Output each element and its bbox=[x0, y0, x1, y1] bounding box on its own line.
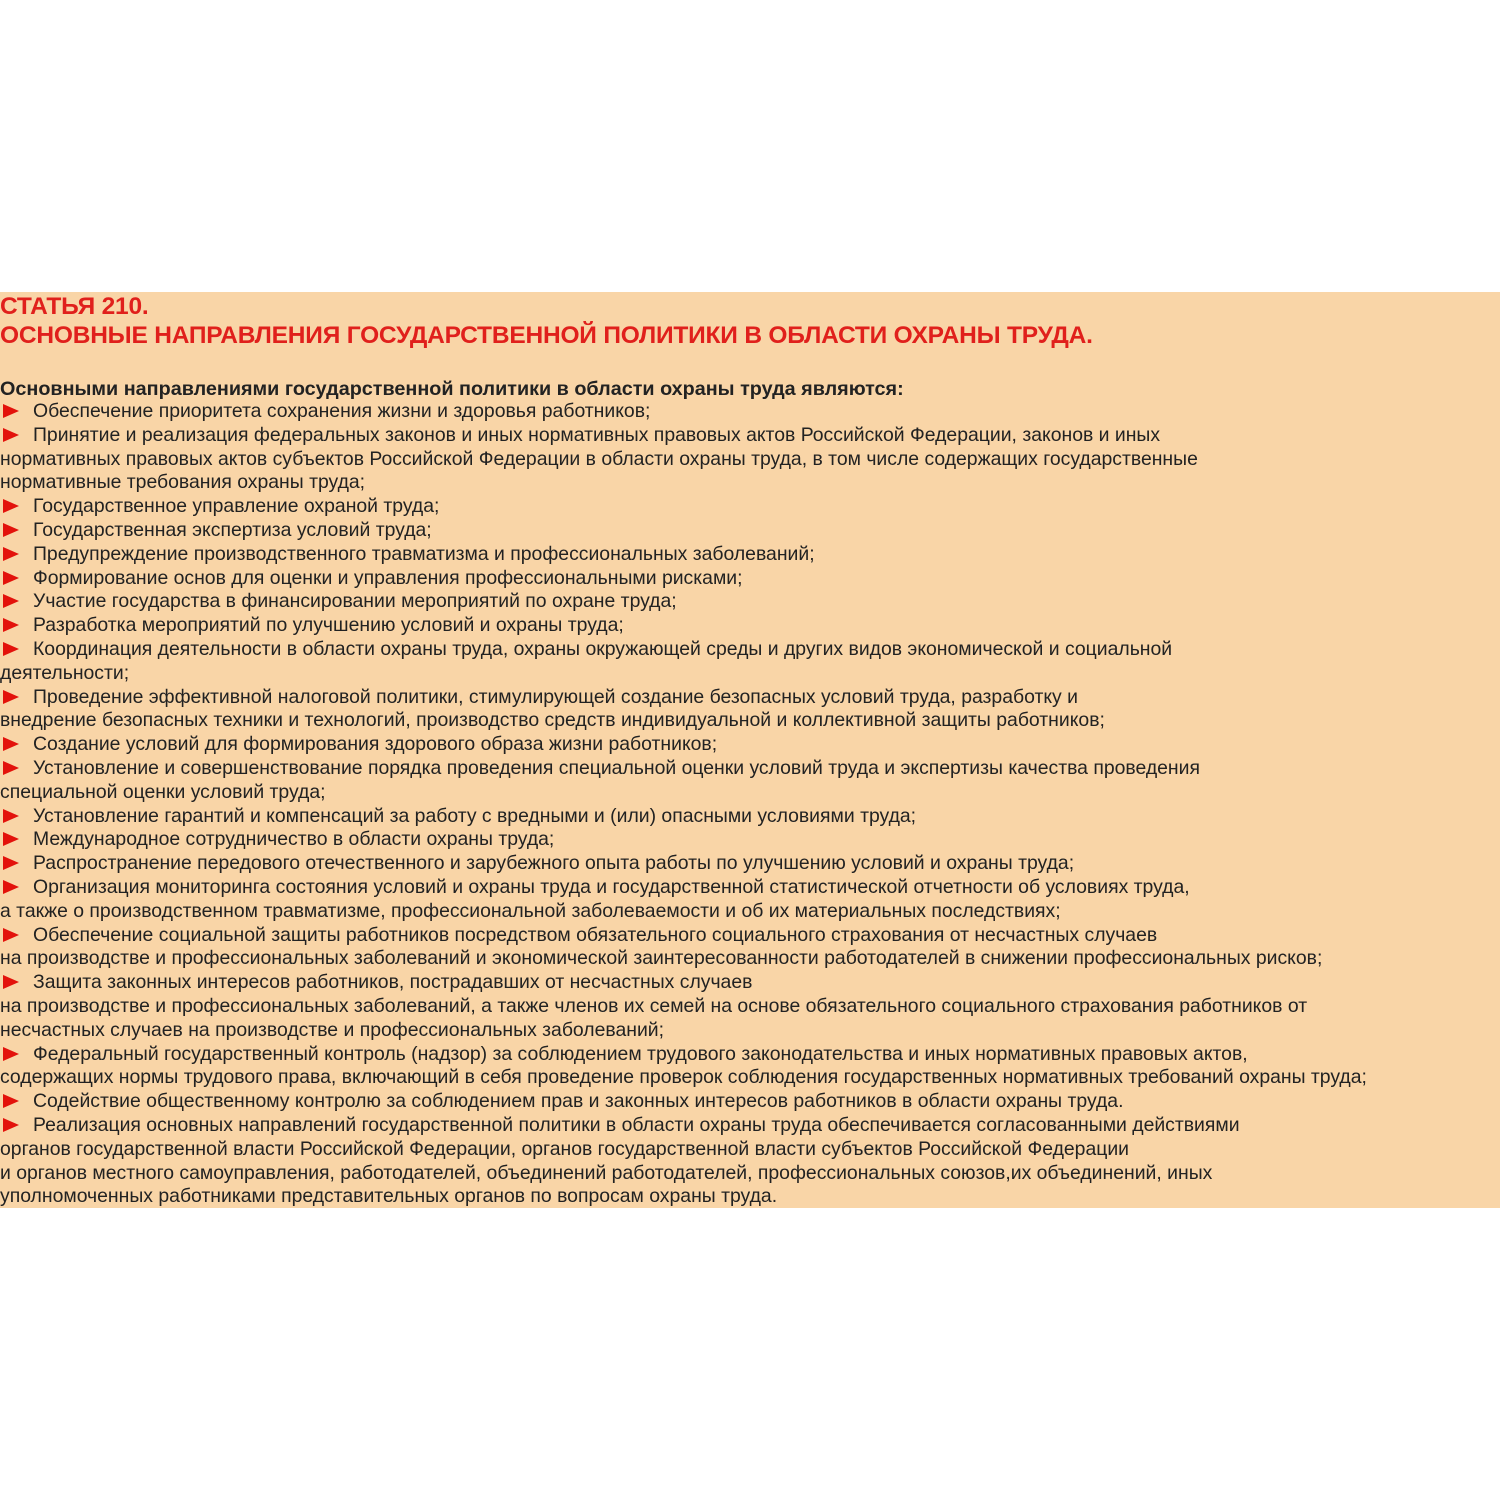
list-item-text: Государственное управление охраной труда; bbox=[33, 495, 440, 518]
list-item bbox=[0, 400, 1500, 424]
red-triangle-bullet-icon bbox=[3, 880, 19, 894]
list-item-text: Государственная экспертиза условий труда; bbox=[33, 518, 432, 541]
list-item bbox=[0, 519, 1500, 543]
red-triangle-bullet-icon bbox=[3, 856, 19, 870]
directions-list bbox=[0, 400, 1500, 1208]
list-item-text: уполномоченных работниками представительных органов по вопросам охраны труда. bbox=[0, 1185, 778, 1208]
list-item bbox=[0, 543, 1500, 567]
list-item bbox=[0, 567, 1500, 591]
list-item-text: Международное сотрудничество в области охраны труда; bbox=[33, 828, 555, 851]
list-item-text: Формирование основ для оценки и управления профессиональными рисками; bbox=[33, 566, 743, 589]
list-item bbox=[0, 1090, 1500, 1114]
list-item-text: Участие государства в финансировании мероприятий по охране труда; bbox=[33, 590, 677, 613]
red-triangle-bullet-icon bbox=[3, 571, 19, 585]
list-item-text: на производстве и профессиональных заболеваний и экономической заинтересованности работодателей в снижении профессиональных рисков; bbox=[0, 947, 1323, 970]
list-item-text: Распространение передового отечественного и зарубежного опыта работы по улучшению условий и охраны труда; bbox=[33, 852, 1075, 875]
red-triangle-bullet-icon bbox=[3, 642, 19, 656]
list-item-text: Установление гарантий и компенсаций за работу с вредными и (или) опасными условиями труда; bbox=[33, 804, 917, 827]
list-item bbox=[0, 733, 1500, 757]
list-item bbox=[0, 924, 1500, 972]
list-item-text: Обеспечение социальной защиты работников посредством обязательного социального страхования от несчастных случаев bbox=[33, 923, 1158, 946]
article-poster bbox=[0, 292, 1500, 1208]
list-item bbox=[0, 686, 1500, 734]
red-triangle-bullet-icon bbox=[3, 737, 19, 751]
list-item-text: органов государственной власти Российской Федерации, органов государственной власти субъектов Российской Федерации bbox=[0, 1137, 1129, 1160]
list-item-text: Принятие и реализация федеральных законов и иных нормативных правовых актов Российской Федерации, законов и иных bbox=[33, 423, 1161, 446]
red-triangle-bullet-icon bbox=[3, 547, 19, 561]
red-triangle-bullet-icon bbox=[3, 523, 19, 537]
red-triangle-bullet-icon bbox=[3, 618, 19, 632]
red-triangle-bullet-icon bbox=[3, 690, 19, 704]
red-triangle-bullet-icon bbox=[3, 975, 19, 989]
red-triangle-bullet-icon bbox=[3, 404, 19, 418]
red-triangle-bullet-icon bbox=[3, 761, 19, 775]
list-item bbox=[0, 1114, 1500, 1208]
list-item-text: содержащих нормы трудового права, включающий в себя проведение проверок соблюдения государственных нормативных требований охраны труда; bbox=[0, 1066, 1367, 1089]
list-item-text: Реализация основных направлений государственной политики в области охраны труда обеспечивается согласованными действиями bbox=[33, 1113, 1240, 1136]
list-item-text: Защита законных интересов работников, пострадавших от несчастных случаев bbox=[33, 971, 753, 994]
list-item bbox=[0, 757, 1500, 805]
list-item bbox=[0, 424, 1500, 495]
red-triangle-bullet-icon bbox=[3, 1118, 19, 1132]
list-item bbox=[0, 805, 1500, 829]
list-item-text: Организация мониторинга состояния условий и охраны труда и государственной статистической отчетности об условиях труда, bbox=[33, 875, 1190, 898]
list-item-text: Федеральный государственный контроль (надзор) за соблюдением трудового законодательства и иных нормативных правовых актов, bbox=[33, 1042, 1248, 1065]
list-item bbox=[0, 614, 1500, 638]
list-item-text: Проведение эффективной налоговой политики, стимулирующей создание безопасных условий труда, разработку и bbox=[33, 685, 1078, 708]
list-item-text: на производстве и профессиональных заболеваний, а также членов их семей на основе обязательного социального страхования работников от bbox=[0, 994, 1308, 1017]
list-item bbox=[0, 971, 1500, 1042]
red-triangle-bullet-icon bbox=[3, 832, 19, 846]
red-triangle-bullet-icon bbox=[3, 594, 19, 608]
red-triangle-bullet-icon bbox=[3, 1047, 19, 1061]
list-item bbox=[0, 852, 1500, 876]
list-item bbox=[0, 495, 1500, 519]
list-item-text: внедрение безопасных техники и технологий, производство средств индивидуальной и коллективной защиты работников; bbox=[0, 709, 1105, 732]
article-heading: ОСНОВНЫЕ НАПРАВЛЕНИЯ ГОСУДАРСТВЕННОЙ ПОЛИТИКИ В ОБЛАСТИ ОХРАНЫ ТРУДА. bbox=[0, 322, 1093, 349]
list-item-text: несчастных случаев на производстве и профессиональных заболеваний; bbox=[0, 1018, 665, 1041]
list-item-text: Создание условий для формирования здорового образа жизни работников; bbox=[33, 733, 718, 756]
list-item bbox=[0, 876, 1500, 924]
list-item-text: Обеспечение приоритета сохранения жизни и здоровья работников; bbox=[33, 400, 651, 422]
list-item-text: Разработка мероприятий по улучшению условий и охраны труда; bbox=[33, 614, 624, 637]
list-item-text: Предупреждение производственного травматизма и профессиональных заболеваний; bbox=[33, 542, 815, 565]
list-item bbox=[0, 1043, 1500, 1091]
red-triangle-bullet-icon bbox=[3, 809, 19, 823]
intro-text: Основными направлениями государственной политики в области охраны труда являются: bbox=[0, 378, 904, 400]
list-item bbox=[0, 638, 1500, 686]
article-title bbox=[0, 292, 1500, 350]
list-item-text: и органов местного самоуправления, работодателей, объединений работодателей, профессиональных союзов,их объединений, иных bbox=[0, 1161, 1213, 1184]
list-item bbox=[0, 828, 1500, 852]
red-triangle-bullet-icon bbox=[3, 428, 19, 442]
list-item bbox=[0, 590, 1500, 614]
red-triangle-bullet-icon bbox=[3, 1094, 19, 1108]
article-number: СТАТЬЯ 210. bbox=[0, 293, 149, 320]
red-triangle-bullet-icon bbox=[3, 928, 19, 942]
list-item-text: Координация деятельности в области охраны труда, охраны окружающей среды и других видов экономической и социальной bbox=[33, 637, 1173, 660]
list-item-text: деятельности; bbox=[0, 661, 130, 684]
list-item-text: специальной оценки условий труда; bbox=[0, 780, 326, 803]
list-item-text: нормативные требования охраны труда; bbox=[0, 471, 366, 494]
red-triangle-bullet-icon bbox=[3, 499, 19, 513]
list-item-text: Содействие общественному контролю за соблюдением прав и законных интересов работников в области охраны труда. bbox=[33, 1090, 1124, 1113]
list-item-text: а также о производственном травматизме, профессиональной заболеваемости и об их материальных последствиях; bbox=[0, 899, 1061, 922]
list-item-text: Установление и совершенствование порядка проведения специальной оценки условий труда и экспертизы качества проведения bbox=[33, 756, 1200, 779]
list-item-text: нормативных правовых актов субъектов Российской Федерации в области охраны труда, в том числе содержащих государственные bbox=[0, 447, 1198, 470]
